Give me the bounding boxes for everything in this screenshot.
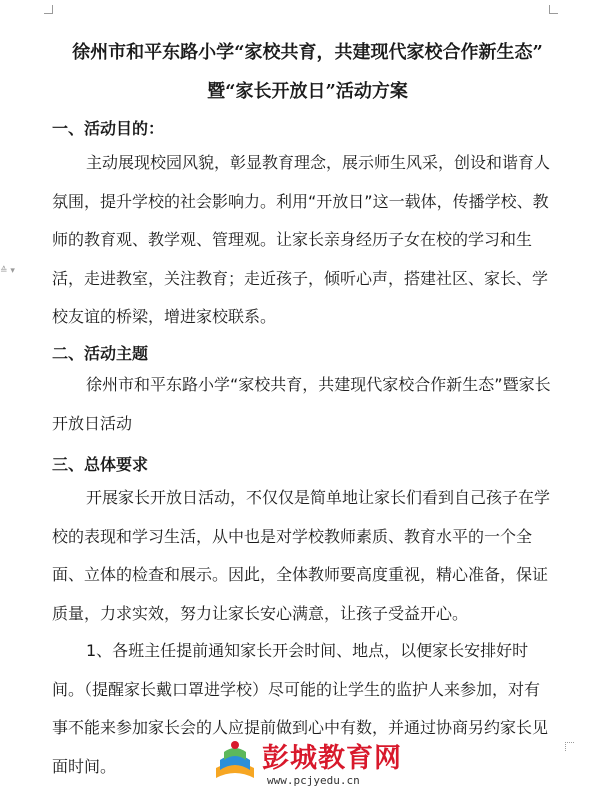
- section-paragraph-purpose: 主动展现校园风貌，彰显教育理念，展示师生风采，创设和谐育人氛围，提升学校的社会影响力。利用“开放日”这一载体，传播学校、教师的教育观、教学观、管理观。让家长亲身经历子女在校的学习和生活，走进教室，关注教育；走近孩子，倾听心声，搭建社区、家长、学校友谊的桥梁，增进家校联系。: [52, 153, 551, 326]
- document-title-line1: 徐州市和平东路小学“家校共育，共建现代家校合作新生态”: [72, 42, 543, 63]
- section-heading-theme: 二、活动主题: [52, 344, 149, 363]
- section-heading-purpose: 一、活动目的：: [52, 119, 165, 138]
- watermark-logo: [212, 734, 402, 790]
- section-paragraph-requirements: 开展家长开放日活动，不仅仅是简单地让家长们看到自己孩子在学校的表现和学习生活，从中也是对学校教师素质、教育水平的一个全面、立体的检查和展示。因此，全体教师要高度重视，精心准备，保证质量，力求实效，努力让家长安心满意，让孩子受益开心。: [52, 488, 551, 623]
- watermark-site-name: 彭城教育网: [262, 743, 402, 774]
- section-heading-requirements: 三、总体要求: [52, 455, 149, 474]
- paragraph-anchor-icon[interactable]: ≙ ▾: [0, 266, 15, 276]
- margin-corner-mark: [565, 742, 574, 751]
- section-paragraph-theme: 徐州市和平东路小学“家校共育，共建现代家校合作新生态”暨家长开放日活动: [52, 375, 551, 433]
- book-logo-icon: [212, 738, 258, 784]
- margin-corner-mark: [549, 5, 558, 14]
- section-paragraph-item-1: 1、各班主任提前通知家长开会时间、地点，以便家长安排好时间。（提醒家长戴口罩进学校）尽可能的让学生的监护人来参加，对有事不能来参加家长会的人应提前做到心中有数，并通过协商另约家长见面时间。: [52, 641, 549, 776]
- margin-corner-mark: [44, 5, 53, 14]
- document-title-line2: 暨“家长开放日”活动方案: [207, 81, 408, 102]
- watermark-site-url[interactable]: www.pcjyedu.cn: [267, 774, 360, 787]
